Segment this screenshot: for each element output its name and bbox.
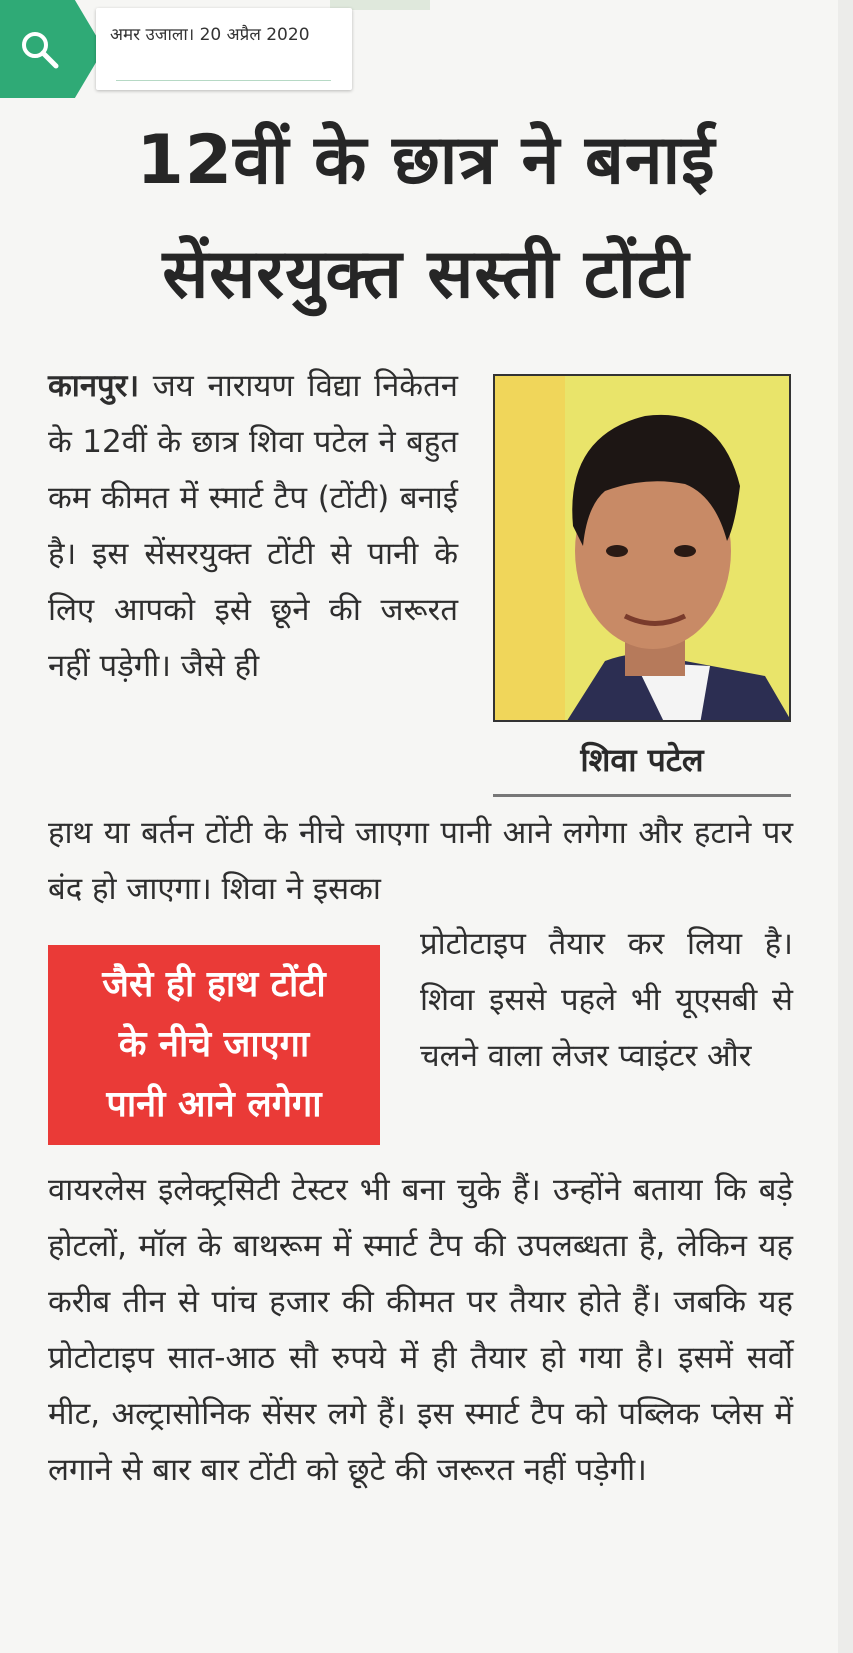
article-paragraph-1: हाथ या बर्तन टोंटी के नीचे जाएगा पानी आने लगेगा और हटाने पर बंद हो जाएगा। शिवा ने इसका <box>48 815 793 907</box>
article-intro <box>48 358 458 694</box>
page-edge <box>838 0 853 1653</box>
pull-quote-line-3: पानी आने लगेगा <box>106 1084 322 1125</box>
pull-quote-line-1: जैसे ही हाथ टोंटी <box>102 964 326 1005</box>
dateline: कानपुर। <box>48 368 140 404</box>
source-underline <box>116 80 331 81</box>
article-paragraph-2: वायरलेस इलेक्ट्रसिटी टेस्टर भी बना चुके हैं। उन्होंने बताया कि बड़े होटलों, मॉल के बाथरूम में स्मार्ट टैप की उपलब्धता है, लेकिन यह करीब तीन से पांच हजार की कीमत पर तैयार होते हैं। जबकि यह प्रोटोटाइप सात-आठ सौ रुपये में ही तैयार हो गया है। इसमें सर्वो मीट, अल्ट्रासोनिक सेंसर लगे हैं। इस स्मार्ट टैप को पब्लिक प्लेस में लगाने से बार बार टोंटी को छूटे की जरूरत नहीं पड़ेगी। <box>48 1172 793 1488</box>
photo-caption: शिवा पटेल <box>580 741 704 779</box>
source-label: अमर उजाला। 20 अप्रैल 2020 <box>110 25 310 45</box>
article-paragraph-right: प्रोटोटाइप तैयार कर लिया है। शिवा इससे पहले भी यूएसबी से चलने वाला लेजर प्वाइंटर और <box>420 926 793 1074</box>
source-label-box <box>96 8 352 90</box>
pull-quote <box>48 945 380 1145</box>
intro-text: जय नारायण विद्या निकेतन के 12वीं के छात्र शिवा पटेल ने बहुत कम कीमत में स्मार्ट टैप (टोंटी) बनाई है। इस सेंसरयुक्त टोंटी से पानी के लिए आपको इसे छूने की जरूरत नहीं पड़ेगी। जैसे ही <box>48 368 458 684</box>
caption-rule <box>493 794 791 797</box>
headline <box>36 104 816 332</box>
headline-line-2: सेंसरयुक्त सस्ती टोंटी <box>162 235 690 314</box>
pull-quote-line-2: के नीचे जाएगा <box>118 1024 310 1065</box>
student-photo <box>493 374 791 722</box>
portrait-image <box>495 376 791 722</box>
search-icon <box>18 28 62 72</box>
headline-line-1: 12वीं के छात्र ने बनाई <box>136 121 716 200</box>
